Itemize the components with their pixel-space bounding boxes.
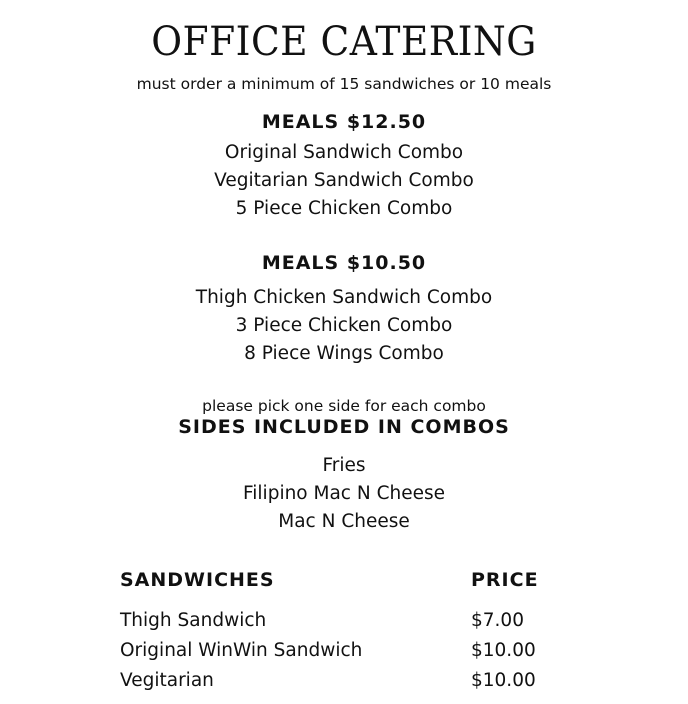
- minimum-order-note: must order a minimum of 15 sandwiches or 10 meals: [136, 75, 552, 93]
- list-item: 5 Piece Chicken Combo: [235, 198, 453, 219]
- list-item: Original Sandwich Combo: [224, 142, 464, 163]
- sandwich-name: Thigh Sandwich: [120, 610, 267, 631]
- sandwich-price: $10.00: [471, 670, 536, 691]
- meals-tier1-list: [0, 139, 688, 223]
- price-column-header: PRICE: [471, 569, 539, 591]
- sandwich-name: Original WinWin Sandwich: [120, 640, 363, 661]
- sandwich-name: Vegitarian: [120, 670, 214, 691]
- list-item: Mac N Cheese: [278, 511, 410, 532]
- meals-tier2-heading: MEALS $10.50: [261, 252, 427, 274]
- table-row: [0, 636, 688, 666]
- sandwich-price: $10.00: [471, 640, 536, 661]
- sandwich-price: $7.00: [471, 610, 524, 631]
- list-item: 8 Piece Wings Combo: [244, 343, 444, 364]
- sides-note: please pick one side for each combo: [202, 397, 486, 415]
- sandwiches-column-header: SANDWICHES: [120, 569, 275, 591]
- table-row: [0, 666, 688, 696]
- list-item: Vegitarian Sandwich Combo: [214, 170, 474, 191]
- table-row: [0, 606, 688, 636]
- sides-heading: SIDES INCLUDED IN COMBOS: [178, 416, 510, 438]
- meals-tier1-heading: MEALS $12.50: [261, 111, 427, 133]
- list-item: Thigh Chicken Sandwich Combo: [195, 287, 493, 308]
- meals-tier2-list: [0, 284, 688, 368]
- list-item: Filipino Mac N Cheese: [242, 483, 446, 504]
- list-item: Fries: [322, 455, 366, 476]
- page-title: OFFICE CATERING: [151, 19, 537, 65]
- list-item: 3 Piece Chicken Combo: [235, 315, 453, 336]
- sides-list: [0, 452, 688, 536]
